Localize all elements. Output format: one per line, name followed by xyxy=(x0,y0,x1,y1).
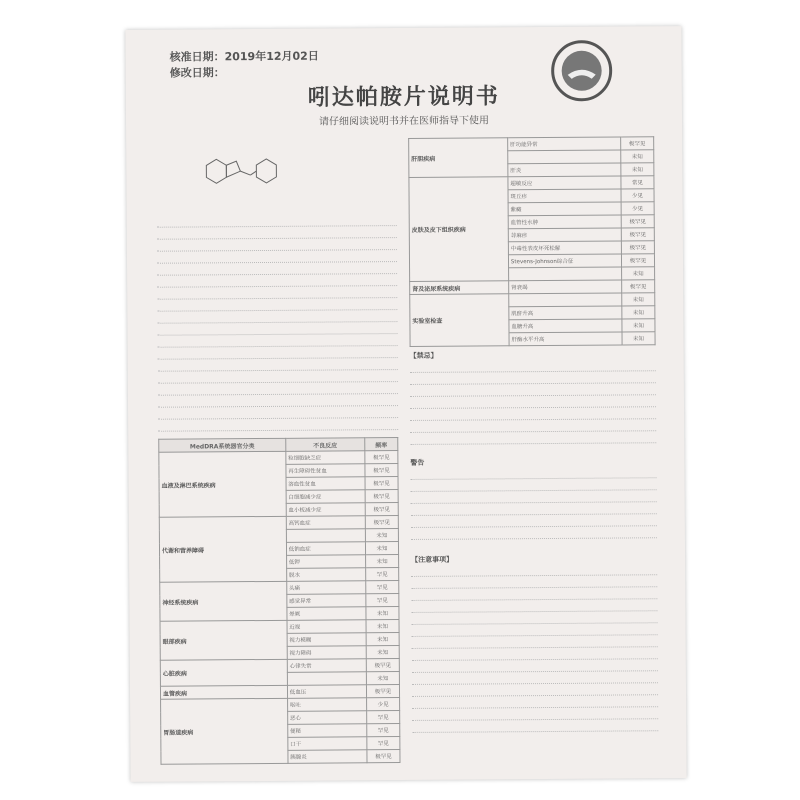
reaction-cell: 荨麻疹 xyxy=(508,228,621,242)
precautions-text xyxy=(411,566,658,733)
chemical-structure xyxy=(196,145,296,206)
reaction-cell: 超敏反应 xyxy=(508,176,621,190)
reaction-cell: 白细胞减少症 xyxy=(286,490,365,504)
reaction-cell xyxy=(286,529,365,543)
frequency-cell: 未知 xyxy=(622,267,655,280)
reaction-cell: 斑丘疹 xyxy=(508,189,621,203)
reaction-cell: 再生障碍性贫血 xyxy=(286,464,365,478)
col-header-soc: MedDRA系统器官分类 xyxy=(159,438,286,452)
reaction-cell xyxy=(508,267,621,281)
reaction-cell: 肝炎 xyxy=(508,163,621,177)
frequency-cell: 未知 xyxy=(622,293,655,306)
date-block xyxy=(170,49,319,82)
frequency-cell: 未知 xyxy=(621,150,654,163)
reaction-cell: 视力障碍 xyxy=(287,646,366,660)
frequency-cell: 未知 xyxy=(366,646,399,659)
col-header-frequency: 频率 xyxy=(365,438,398,451)
frequency-cell: 未知 xyxy=(365,542,398,555)
frequency-cell: 极罕见 xyxy=(621,215,654,228)
reaction-cell: 紫癜 xyxy=(508,202,621,216)
reaction-cell: 低钾 xyxy=(286,555,365,569)
precautions-heading: 【注意事项】 xyxy=(411,555,454,564)
adverse-reaction-table-left xyxy=(158,437,400,765)
frequency-cell: 罕见 xyxy=(366,581,399,594)
page-subtitle: 请仔细阅读说明书并在医师指导下使用 xyxy=(318,115,490,128)
reaction-cell: 粒细胞缺乏症 xyxy=(286,451,365,465)
reaction-cell: 恶心 xyxy=(287,711,366,725)
reaction-cell: 感觉异常 xyxy=(287,594,366,608)
soc-cell: 心脏疾病 xyxy=(160,659,287,686)
contraindications-text xyxy=(410,362,657,454)
frequency-cell: 极罕见 xyxy=(365,503,398,516)
reaction-cell xyxy=(287,672,366,686)
col-header-reaction: 不良反应 xyxy=(285,438,364,452)
frequency-cell: 少见 xyxy=(621,202,654,215)
reaction-cell: 胰腺炎 xyxy=(288,750,367,764)
frequency-cell: 极罕见 xyxy=(621,241,654,254)
frequency-cell: 极罕见 xyxy=(366,685,399,698)
reaction-cell: 血小板减少症 xyxy=(286,503,365,517)
frequency-cell: 未知 xyxy=(366,555,399,568)
frequency-cell: 未知 xyxy=(622,332,655,345)
frequency-cell: 未知 xyxy=(366,672,399,685)
soc-cell: 肝胆疾病 xyxy=(409,138,508,178)
reaction-cell: 肝功能异常 xyxy=(508,137,621,151)
reaction-cell: 溶血性贫血 xyxy=(286,477,365,491)
frequency-cell: 极罕见 xyxy=(621,228,654,241)
frequency-cell: 极罕见 xyxy=(366,659,399,672)
soc-cell: 眼部疾病 xyxy=(160,620,287,660)
soc-cell: 神经系统疾病 xyxy=(160,581,287,621)
reaction-cell: 肾衰竭 xyxy=(509,280,622,294)
frequency-cell: 极罕见 xyxy=(365,451,398,464)
frequency-cell: 极罕见 xyxy=(365,516,398,529)
frequency-cell: 罕见 xyxy=(367,737,400,750)
reaction-cell: 低钠血症 xyxy=(286,542,365,556)
frequency-cell: 罕见 xyxy=(366,594,399,607)
right-table-body xyxy=(409,137,655,347)
contraindications-heading: 【禁忌】 xyxy=(409,351,438,360)
reaction-cell: 晕厥 xyxy=(287,607,366,621)
frequency-cell: 极罕见 xyxy=(365,490,398,503)
frequency-cell: 罕见 xyxy=(367,711,400,724)
frequency-cell: 罕见 xyxy=(366,568,399,581)
reaction-cell: 心律失常 xyxy=(287,659,366,673)
reaction-cell: 高钙血症 xyxy=(286,516,365,530)
soc-cell: 胃肠道疾病 xyxy=(161,698,288,764)
frequency-cell: 未知 xyxy=(366,620,399,633)
reaction-cell: 头痛 xyxy=(286,581,365,595)
frequency-cell: 极罕见 xyxy=(365,477,398,490)
soc-cell: 代谢和营养障碍 xyxy=(159,516,286,582)
reaction-cell: 中毒性表皮坏死松解 xyxy=(508,241,621,255)
modify-date: 修改日期： xyxy=(169,66,225,80)
frequency-cell: 未知 xyxy=(622,306,655,319)
left-column xyxy=(156,138,400,765)
reaction-cell: 血管性水肿 xyxy=(508,215,621,229)
frequency-cell: 未知 xyxy=(366,607,399,620)
soc-cell: 实验室检查 xyxy=(410,294,509,347)
adverse-reaction-table-right xyxy=(408,136,655,347)
frequency-cell: 罕见 xyxy=(367,724,400,737)
reaction-cell: 近视 xyxy=(287,620,366,634)
page-title: 吲达帕胺片说明书 xyxy=(307,84,500,111)
left-table-body xyxy=(159,451,400,765)
left-text-block xyxy=(157,217,399,439)
soc-cell: 肾及泌尿系统疾病 xyxy=(410,281,509,295)
frequency-cell: 极罕见 xyxy=(367,750,400,763)
soc-cell: 皮肤及皮下组织疾病 xyxy=(409,177,509,282)
frequency-cell: 未知 xyxy=(366,633,399,646)
frequency-cell: 少见 xyxy=(621,189,654,202)
frequency-cell: 极罕见 xyxy=(622,280,655,293)
frequency-cell: 常见 xyxy=(621,176,654,189)
warnings-heading: 警告 xyxy=(410,458,425,467)
reaction-cell: 便秘 xyxy=(287,724,366,738)
reaction-cell xyxy=(508,150,621,164)
warnings-text xyxy=(410,469,657,551)
frequency-cell: 极罕见 xyxy=(621,137,654,150)
reaction-cell: 低血压 xyxy=(287,685,366,699)
reaction-cell: 肝酶水平升高 xyxy=(509,332,622,346)
reaction-cell xyxy=(509,293,622,307)
reaction-cell: 口干 xyxy=(288,737,367,751)
reaction-cell: 脱水 xyxy=(286,568,365,582)
frequency-cell: 极罕见 xyxy=(365,464,398,477)
frequency-cell: 少见 xyxy=(367,698,400,711)
instruction-sheet xyxy=(125,26,686,782)
soc-cell: 血液及淋巴系统疾病 xyxy=(159,451,286,517)
right-column xyxy=(408,136,658,736)
frequency-cell: 极罕见 xyxy=(621,254,654,267)
frequency-cell: 未知 xyxy=(622,319,655,332)
reaction-cell: 视力模糊 xyxy=(287,633,366,647)
reaction-cell: 呕吐 xyxy=(287,698,366,712)
reaction-cell: 肌酐升高 xyxy=(509,306,622,320)
reaction-cell: Stevens-Johnson综合征 xyxy=(508,254,621,268)
frequency-cell: 未知 xyxy=(621,163,654,176)
approve-date: 核准日期：2019年12月02日 xyxy=(169,49,319,64)
soc-cell: 血管疾病 xyxy=(160,685,287,699)
frequency-cell: 未知 xyxy=(365,529,398,542)
reaction-cell: 血糖升高 xyxy=(509,319,622,333)
